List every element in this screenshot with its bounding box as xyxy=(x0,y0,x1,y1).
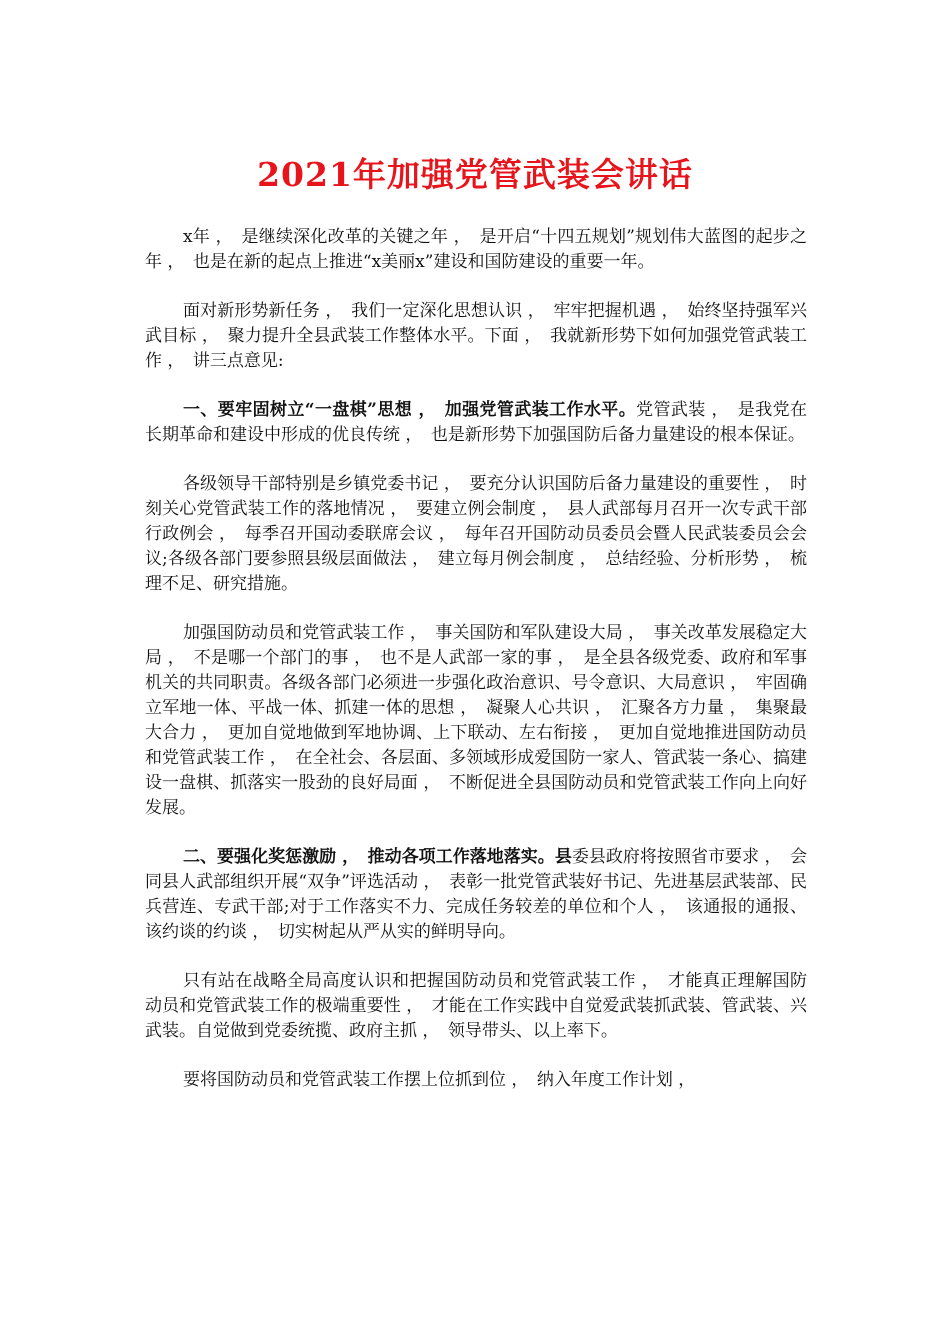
paragraph xyxy=(145,845,807,945)
paragraph xyxy=(145,1068,807,1093)
paragraph xyxy=(145,398,807,448)
paragraph xyxy=(145,969,807,1044)
paragraph-text: 要将国防动员和党管武装工作摆上位抓到位 ， 纳入年度工作计划 ， xyxy=(183,1070,696,1090)
paragraph-text: 面对新形势新任务 ， 我们一定深化思想认识 ， 牢牢把握机遇 ， 始终坚持强军兴武目标 ， 聚力提升全县武装工作整体水平。下面 ， 我就新形势下如何加强党管武装工作 ， 讲三点意见: xyxy=(145,301,807,371)
paragraph xyxy=(145,225,807,275)
paragraph xyxy=(145,472,807,597)
document-title: 2021年加强党管武装会讲话 xyxy=(257,155,693,194)
paragraph-text: 加强国防动员和党管武装工作 ， 事关国防和军队建设大局 ， 事关改革发展稳定大局 ， 不是哪一个部门的事 ， 也不是人武部一家的事 ， 是全县各级党委、政府和军事机关的共同职责。各级各部门必须进一步强化政治意识、号令意识、大局意识 ， 牢固确立军地一体、平战一体、抓建一体的思想 ， 凝聚人心共识 ， 汇聚各方力量 ， 集聚最大合力 ， 更加自觉地做到军地协调、上下联动、左右衔接 ， 更加自觉地推进国防动员和党管武装工作 ， 在全社会、各层面、多领域形成爱国防一家人、管武装一条心、搞建设一盘棋、抓落实一股劲的良好局面 ， 不断促进全县国防动员和党管武装工作向上向好发展。 xyxy=(145,623,807,818)
paragraph-text: 委县政府将按照省市要求 ， 会同县人武部组织开展“双争”评选活动 ， 表彰一批党管武装好书记、先进基层武装部、民兵营连、专武干部;对于工作落实不力、完成任务较差的单位和个人 ， 该通报的通报、该约谈的约谈 ， 切实树起从严从实的鲜明导向。 xyxy=(145,847,807,942)
paragraph-text: 各级领导干部特别是乡镇党委书记 ， 要充分认识国防后备力量建设的重要性 ， 时刻关心党管武装工作的落地情况 ， 要建立例会制度 ， 县人武部每月召开一次专武干部行政例会 ， 每季召开国动委联席会议 ， 每年召开国防动员委员会暨人民武装委员会会议;各级各部门要参照县级层面做法 ， 建立每月例会制度 ， 总结经验、分析形势 ， 梳理不足、研究措施。 xyxy=(145,474,807,594)
paragraph xyxy=(145,621,807,821)
paragraph xyxy=(145,299,807,374)
paragraph-heading: 二、要强化奖惩激励 ， 推动各项工作落地落实。县 xyxy=(183,847,572,867)
paragraph-text: x年 ， 是继续深化改革的关键之年 ， 是开启“十四五规划”规划伟大蓝图的起步之年 ， 也是在新的起点上推进“x美丽x”建设和国防建设的重要一年。 xyxy=(145,227,807,272)
paragraph-text: 只有站在战略全局高度认识和把握国防动员和党管武装工作 ， 才能真正理解国防动员和党管武装工作的极端重要性 ， 才能在工作实践中自觉爱武装抓武装、管武装、兴武装。自觉做到党委统揽、政府主抓 ， 领导带头、以上率下。 xyxy=(145,971,807,1041)
paragraph-text: 党管武装 ， 是我党在长期革命和建设中形成的优良传统 ， 也是新形势下加强国防后备力量建设的根本保证。 xyxy=(145,400,807,445)
document-body xyxy=(145,225,807,1117)
paragraph-heading: 一、要牢固树立“一盘棋”思想 ， 加强党管武装工作水平。 xyxy=(183,400,637,420)
